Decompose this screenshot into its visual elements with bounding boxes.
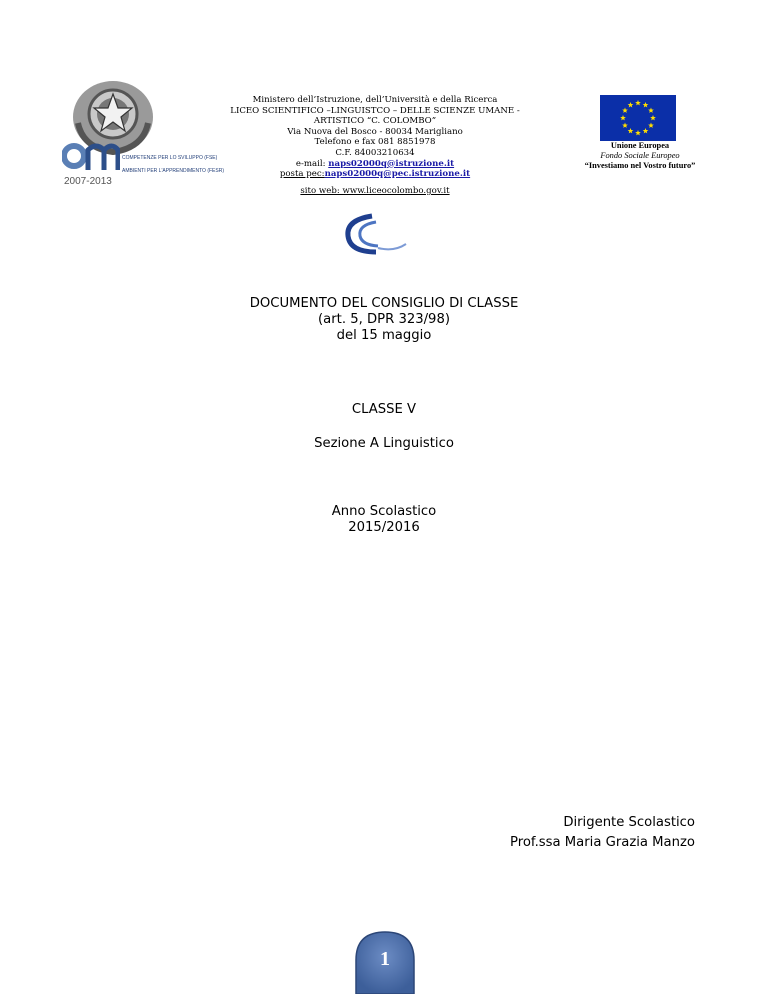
signature-name: Prof.ssa Maria Grazia Manzo [509, 835, 695, 850]
pon-logo-line1: COMPETENZE PER LO SVILUPPO (FSE) [122, 155, 218, 161]
document-title: DOCUMENTO DEL CONSIGLIO DI CLASSE [249, 296, 519, 311]
pon-logo-years: 2007-2013 [64, 176, 112, 187]
pon-logo-line2: AMBIENTI PER L'APPRENDIMENTO (FESR) [122, 168, 224, 174]
school-year-label: Anno Scolastico [331, 504, 437, 519]
pec-link[interactable]: naps02000q@pec.istruzione.it [324, 169, 471, 180]
document-date: del 15 maggio [336, 328, 432, 343]
email-link[interactable]: naps02000q@istruzione.it [328, 158, 455, 169]
class-label: CLASSE V [351, 402, 417, 417]
website-link[interactable]: sito web: www.liceocolombo.gov.it [300, 186, 450, 196]
pec-label: posta pec: [279, 169, 325, 180]
email-label: e-mail: [295, 158, 326, 169]
school-address: Via Nuova del Bosco - 80034 Marigliano [287, 126, 463, 137]
school-name: LICEO SCIENTIFICO –LINGUISTCO – DELLE SCIENZE UMANE - ARTISTICO “C. COLOMBO” [230, 105, 520, 127]
eu-caption [560, 141, 720, 171]
school-year [0, 504, 768, 536]
pec-line [205, 169, 545, 180]
document-reference: (art. 5, DPR 323/98) [318, 312, 450, 327]
ministry-line: Ministero dell’Istruzione, dell’Università e della Ricerca [252, 95, 498, 105]
school-logo [342, 212, 408, 256]
school-phone: Telefono e fax 081 8851978 [314, 137, 436, 148]
pon-logo [62, 140, 224, 190]
signature-block [510, 813, 695, 853]
section-label: Sezione A Linguistico [314, 436, 454, 451]
page-number: 1 [380, 948, 390, 970]
school-year-value: 2015/2016 [348, 520, 420, 535]
school-letterhead [205, 95, 545, 180]
eu-motto: “Investiamo nel Vostro futuro” [584, 161, 696, 170]
school-tax-code: C.F. 84003210634 [335, 147, 415, 158]
pon-logo-mark [62, 140, 120, 174]
eu-fund: Fondo Sociale Europeo [600, 151, 680, 160]
document-heading [0, 296, 768, 344]
email-line [205, 159, 545, 170]
eu-flag [600, 95, 676, 141]
signature-role: Dirigente Scolastico [563, 815, 695, 830]
eu-title: Unione Europea [610, 141, 670, 150]
